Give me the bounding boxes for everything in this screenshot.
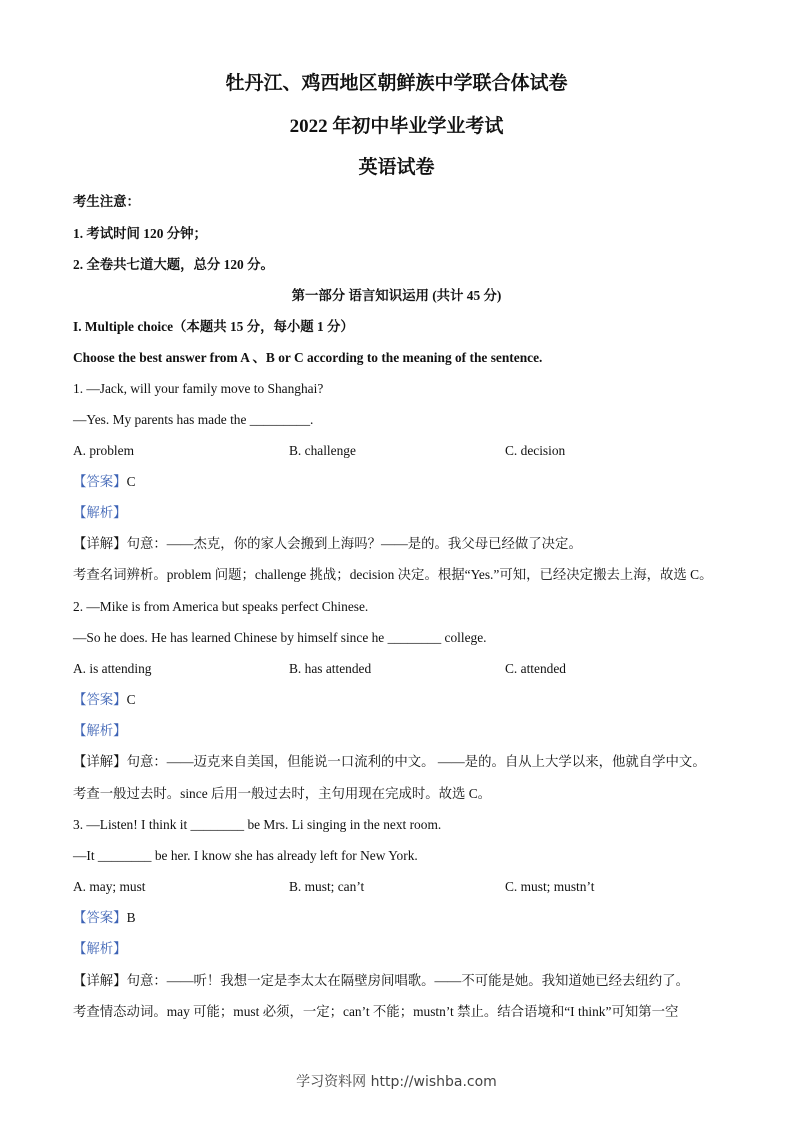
option-c: C. decision	[505, 443, 566, 458]
answer-tag: 【答案】	[73, 474, 127, 489]
option-a: A. problem	[73, 443, 134, 458]
question-3-explanation: 考查情态动词。may 可能；must 必须，一定；can’t 不能；mustn’t 禁止。结合语境和“I think”可知第一空	[73, 1004, 679, 1019]
question-1-explanation: 考查名词辨析。problem 问题；challenge 挑战；decision 决定。根据“Yes.”可知，已经决定搬去上海，故选 C。	[73, 567, 713, 582]
question-3-answer	[73, 910, 136, 926]
notice-heading: 考生注意：	[73, 194, 140, 209]
answer-value: C	[126, 474, 136, 489]
question-2-detail	[73, 754, 706, 770]
answer-tag: 【答案】	[73, 692, 127, 707]
answer-value: C	[126, 692, 136, 707]
exam-subtitle: 2022 年初中毕业学业考试	[289, 116, 504, 137]
detail-tag: 【详解】	[73, 536, 127, 551]
detail-tag: 【详解】	[73, 973, 127, 988]
page-footer: 学习资料网 http://wishba.com	[296, 1074, 497, 1090]
option-a: A. is attending	[73, 661, 152, 676]
part-heading: 第一部分 语言知识运用 (共计 45 分)	[291, 288, 502, 303]
option-c: C. must; mustn’t	[505, 879, 595, 894]
section-heading: I. Multiple choice（本题共 15 分，每小题 1 分）	[73, 319, 354, 334]
question-1-response: —Yes. My parents has made the _________.	[73, 412, 314, 427]
question-3-prompt: 3. —Listen! I think it ________ be Mrs. Li singing in the next room.	[73, 817, 442, 832]
question-2-prompt: 2. —Mike is from America but speaks perfect Chinese.	[73, 599, 369, 614]
question-2-analysis-tag: 【解析】	[73, 723, 127, 738]
option-c: C. attended	[505, 661, 566, 676]
option-a: A. may; must	[73, 879, 146, 894]
section-instruction: Choose the best answer from A 、B or C according to the meaning of the sentence.	[73, 350, 543, 365]
answer-tag: 【答案】	[73, 910, 127, 925]
detail-tag: 【详解】	[73, 754, 127, 769]
question-1-answer	[73, 474, 136, 490]
notice-item-2: 2. 全卷共七道大题，总分 120 分。	[73, 257, 274, 272]
question-1-analysis-tag: 【解析】	[73, 505, 127, 520]
question-3-analysis-tag: 【解析】	[73, 941, 127, 956]
subject-title: 英语试卷	[358, 157, 435, 178]
detail-text: 句意：——杰克，你的家人会搬到上海吗？——是的。我父母已经做了决定。	[126, 536, 582, 551]
question-2-answer	[73, 692, 136, 708]
question-2-explanation: 考查一般过去时。since 后用一般过去时，主句用现在完成时。故选 C。	[73, 786, 492, 801]
question-3-response: —It ________ be her. I know she has already left for New York.	[73, 848, 418, 863]
notice-item-1: 1. 考试时间 120 分钟；	[73, 226, 207, 241]
question-3-detail	[73, 973, 689, 989]
option-b: B. has attended	[289, 661, 372, 676]
exam-title: 牡丹江、鸡西地区朝鲜族中学联合体试卷	[225, 73, 568, 94]
answer-value: B	[126, 910, 136, 925]
detail-text: 句意：——听！我想一定是李太太在隔壁房间唱歌。——不可能是她。我知道她已经去纽约了。	[126, 973, 689, 988]
detail-text: 句意：——迈克来自美国，但能说一口流利的中文。 ——是的。自从上大学以来，他就自学中文。	[126, 754, 706, 769]
option-b: B. challenge	[289, 443, 356, 458]
question-2-response: —So he does. He has learned Chinese by himself since he ________ college.	[73, 630, 487, 645]
option-b: B. must; can’t	[289, 879, 365, 894]
question-1-prompt: 1. —Jack, will your family move to Shanghai?	[73, 381, 324, 396]
question-1-detail	[73, 536, 582, 552]
